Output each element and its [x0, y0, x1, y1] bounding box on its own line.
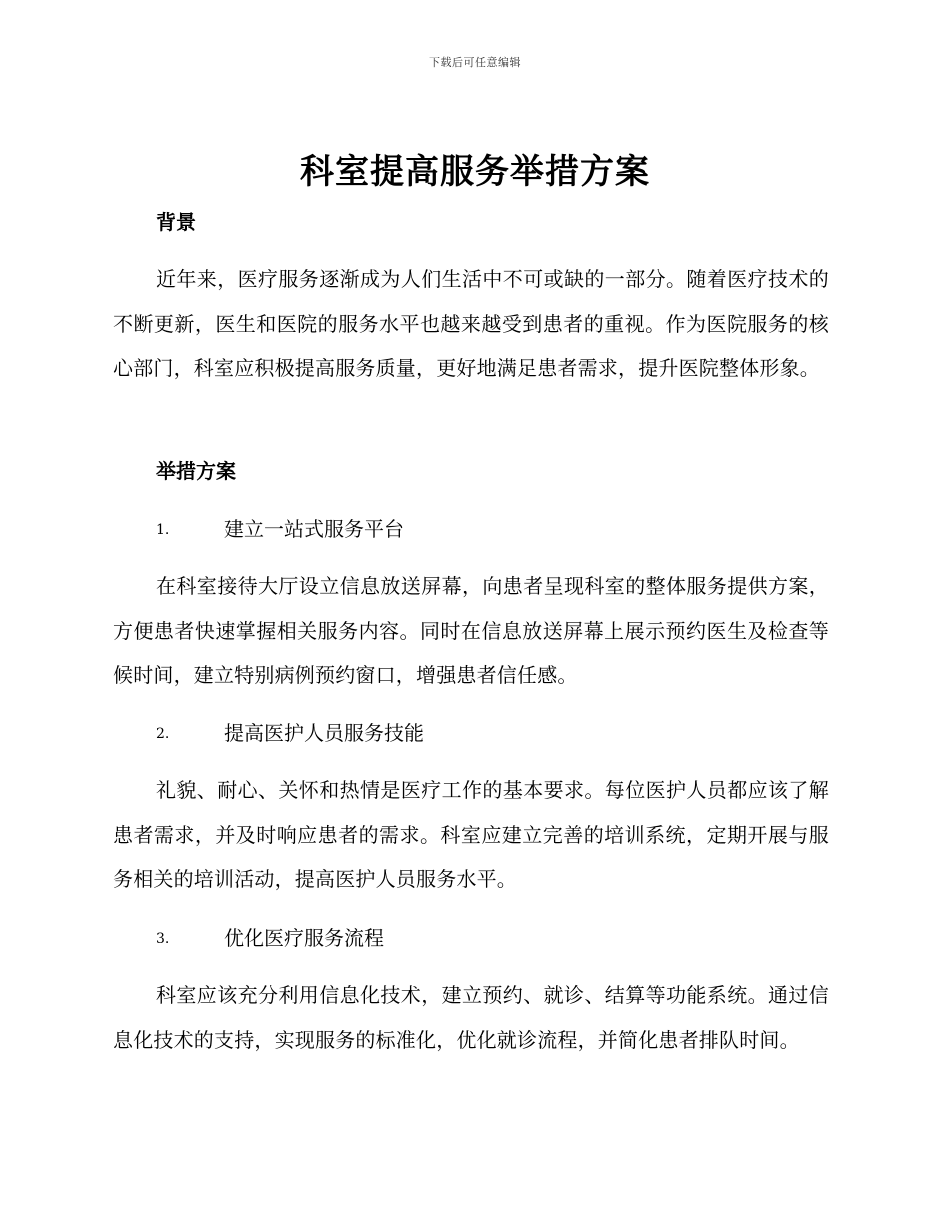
list-item-number: 1.	[156, 522, 170, 538]
measure-paragraph: 在科室接待大厅设立信息放送屏幕，向患者呈现科室的整体服务提供方案，方便患者快速掌握相关服务内容。同时在信息放送屏幕上展示预约医生及检查等候时间，建立特别病例预约窗口，增强患者信任感。	[113, 574, 829, 687]
list-item-number: 3.	[156, 931, 170, 947]
list-item	[156, 924, 384, 953]
header-note: 下载后可任意编辑	[429, 56, 521, 69]
list-item-title: 提高医护人员服务技能	[224, 721, 424, 745]
list-item	[156, 719, 424, 748]
measure-paragraph: 科室应该充分利用信息化技术，建立预约、就诊、结算等功能系统。通过信息化技术的支持，实现服务的标准化，优化就诊流程，并简化患者排队时间。	[113, 983, 829, 1052]
list-item-number: 2.	[156, 726, 170, 742]
list-item-title: 优化医疗服务流程	[224, 926, 384, 950]
section-heading-measures: 举措方案	[156, 459, 236, 483]
measure-paragraph: 礼貌、耐心、关怀和热情是医疗工作的基本要求。每位医护人员都应该了解患者需求，并及时响应患者的需求。科室应建立完善的培训系统，定期开展与服务相关的培训活动，提高医护人员服务水平。	[113, 778, 829, 891]
section-heading-background: 背景	[156, 210, 196, 234]
list-item	[156, 515, 404, 544]
page-title: 科室提高服务举措方案	[300, 152, 650, 192]
list-item-title: 建立一站式服务平台	[224, 517, 404, 541]
background-paragraph: 近年来，医疗服务逐渐成为人们生活中不可或缺的一部分。随着医疗技术的不断更新，医生和医院的服务水平也越来越受到患者的重视。作为医院服务的核心部门，科室应积极提高服务质量，更好地满足患者需求，提升医院整体形象。	[113, 267, 829, 380]
